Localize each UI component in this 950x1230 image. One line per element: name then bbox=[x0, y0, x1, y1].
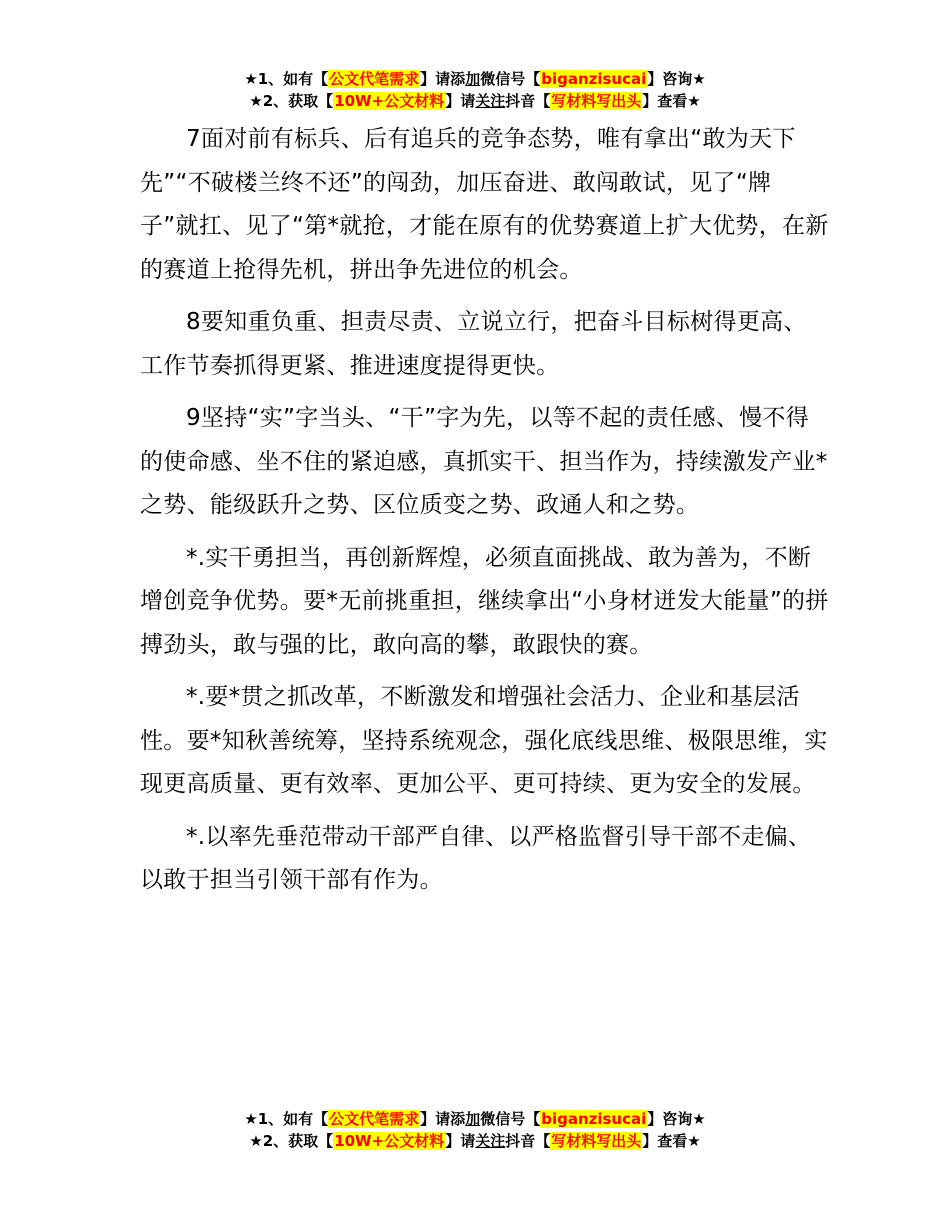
highlight-text: 10W+公文材料 bbox=[334, 1132, 445, 1150]
highlight-text: 公文代笔需求 bbox=[329, 1110, 420, 1128]
paragraph: *.实干勇担当，再创新辉煌，必须直面挑战、敢为善为，不断增创竞争优势。要*无前挑重担，继续拿出“小身材迸发大能量”的拼搏劲头，敢与强的比，敢向高的攀，敢跟快的赛。 bbox=[140, 544, 829, 658]
promo-line-1: ★1、如有【公文代笔需求】请添加微信号【biganzisucai】咨询★ bbox=[244, 70, 706, 88]
footer-promo-banner bbox=[0, 1108, 950, 1152]
douyin-account: 写材料写出头 bbox=[551, 1132, 642, 1150]
paragraph: *.以率先垂范带动干部严自律、以严格监督引导干部不走偏、以敢于担当引领干部有作为。 bbox=[140, 823, 812, 893]
promo-line-2: ★2、获取【10W+公文材料】请关注抖音【写材料写出头】查看★ bbox=[249, 92, 701, 110]
paragraph: 9坚持“实”字当头、“干”字为先，以等不起的责任感、慢不得的使命感、坐不住的紧迫感，真抓实干、担当作为，持续激发产业*之势、能级跃升之势、区位质变之势、政通人和之势。 bbox=[140, 405, 828, 518]
paragraph: 8要知重负重、担责尽责、立说立行，把奋斗目标树得更高、工作节奏抓得更紧、推进速度提得更快。 bbox=[140, 309, 807, 379]
paragraph: *.要*贯之抓改革，不断激发和增强社会活力、企业和基层活性。要*知秋善统筹，坚持系统观念，强化底线思维、极限思维，实现更高质量、更有效率、更加公平、更可持续、更为安全的发展。 bbox=[140, 684, 828, 797]
highlight-text: 公文代笔需求 bbox=[329, 70, 420, 88]
wechat-id: biganzisucai bbox=[541, 1110, 647, 1128]
header-promo-banner bbox=[0, 68, 950, 112]
highlight-text: 10W+公文材料 bbox=[334, 92, 445, 110]
douyin-account: 写材料写出头 bbox=[551, 92, 642, 110]
document-body bbox=[140, 118, 830, 912]
wechat-id: biganzisucai bbox=[541, 70, 647, 88]
promo-line-2: ★2、获取【10W+公文材料】请关注抖音【写材料写出头】查看★ bbox=[249, 1132, 701, 1150]
paragraph: 7面对前有标兵、后有追兵的竞争态势，唯有拿出“敢为天下先”“不破楼兰终不还”的闯劲，加压奋进、敢闯敢试，见了“牌子”就扛、见了“第*就抢，才能在原有的优势赛道上扩大优势，在新的赛道上抢得先机，拼出争先进位的机会。 bbox=[140, 126, 829, 283]
promo-line-1: ★1、如有【公文代笔需求】请添加微信号【biganzisucai】咨询★ bbox=[244, 1110, 706, 1128]
